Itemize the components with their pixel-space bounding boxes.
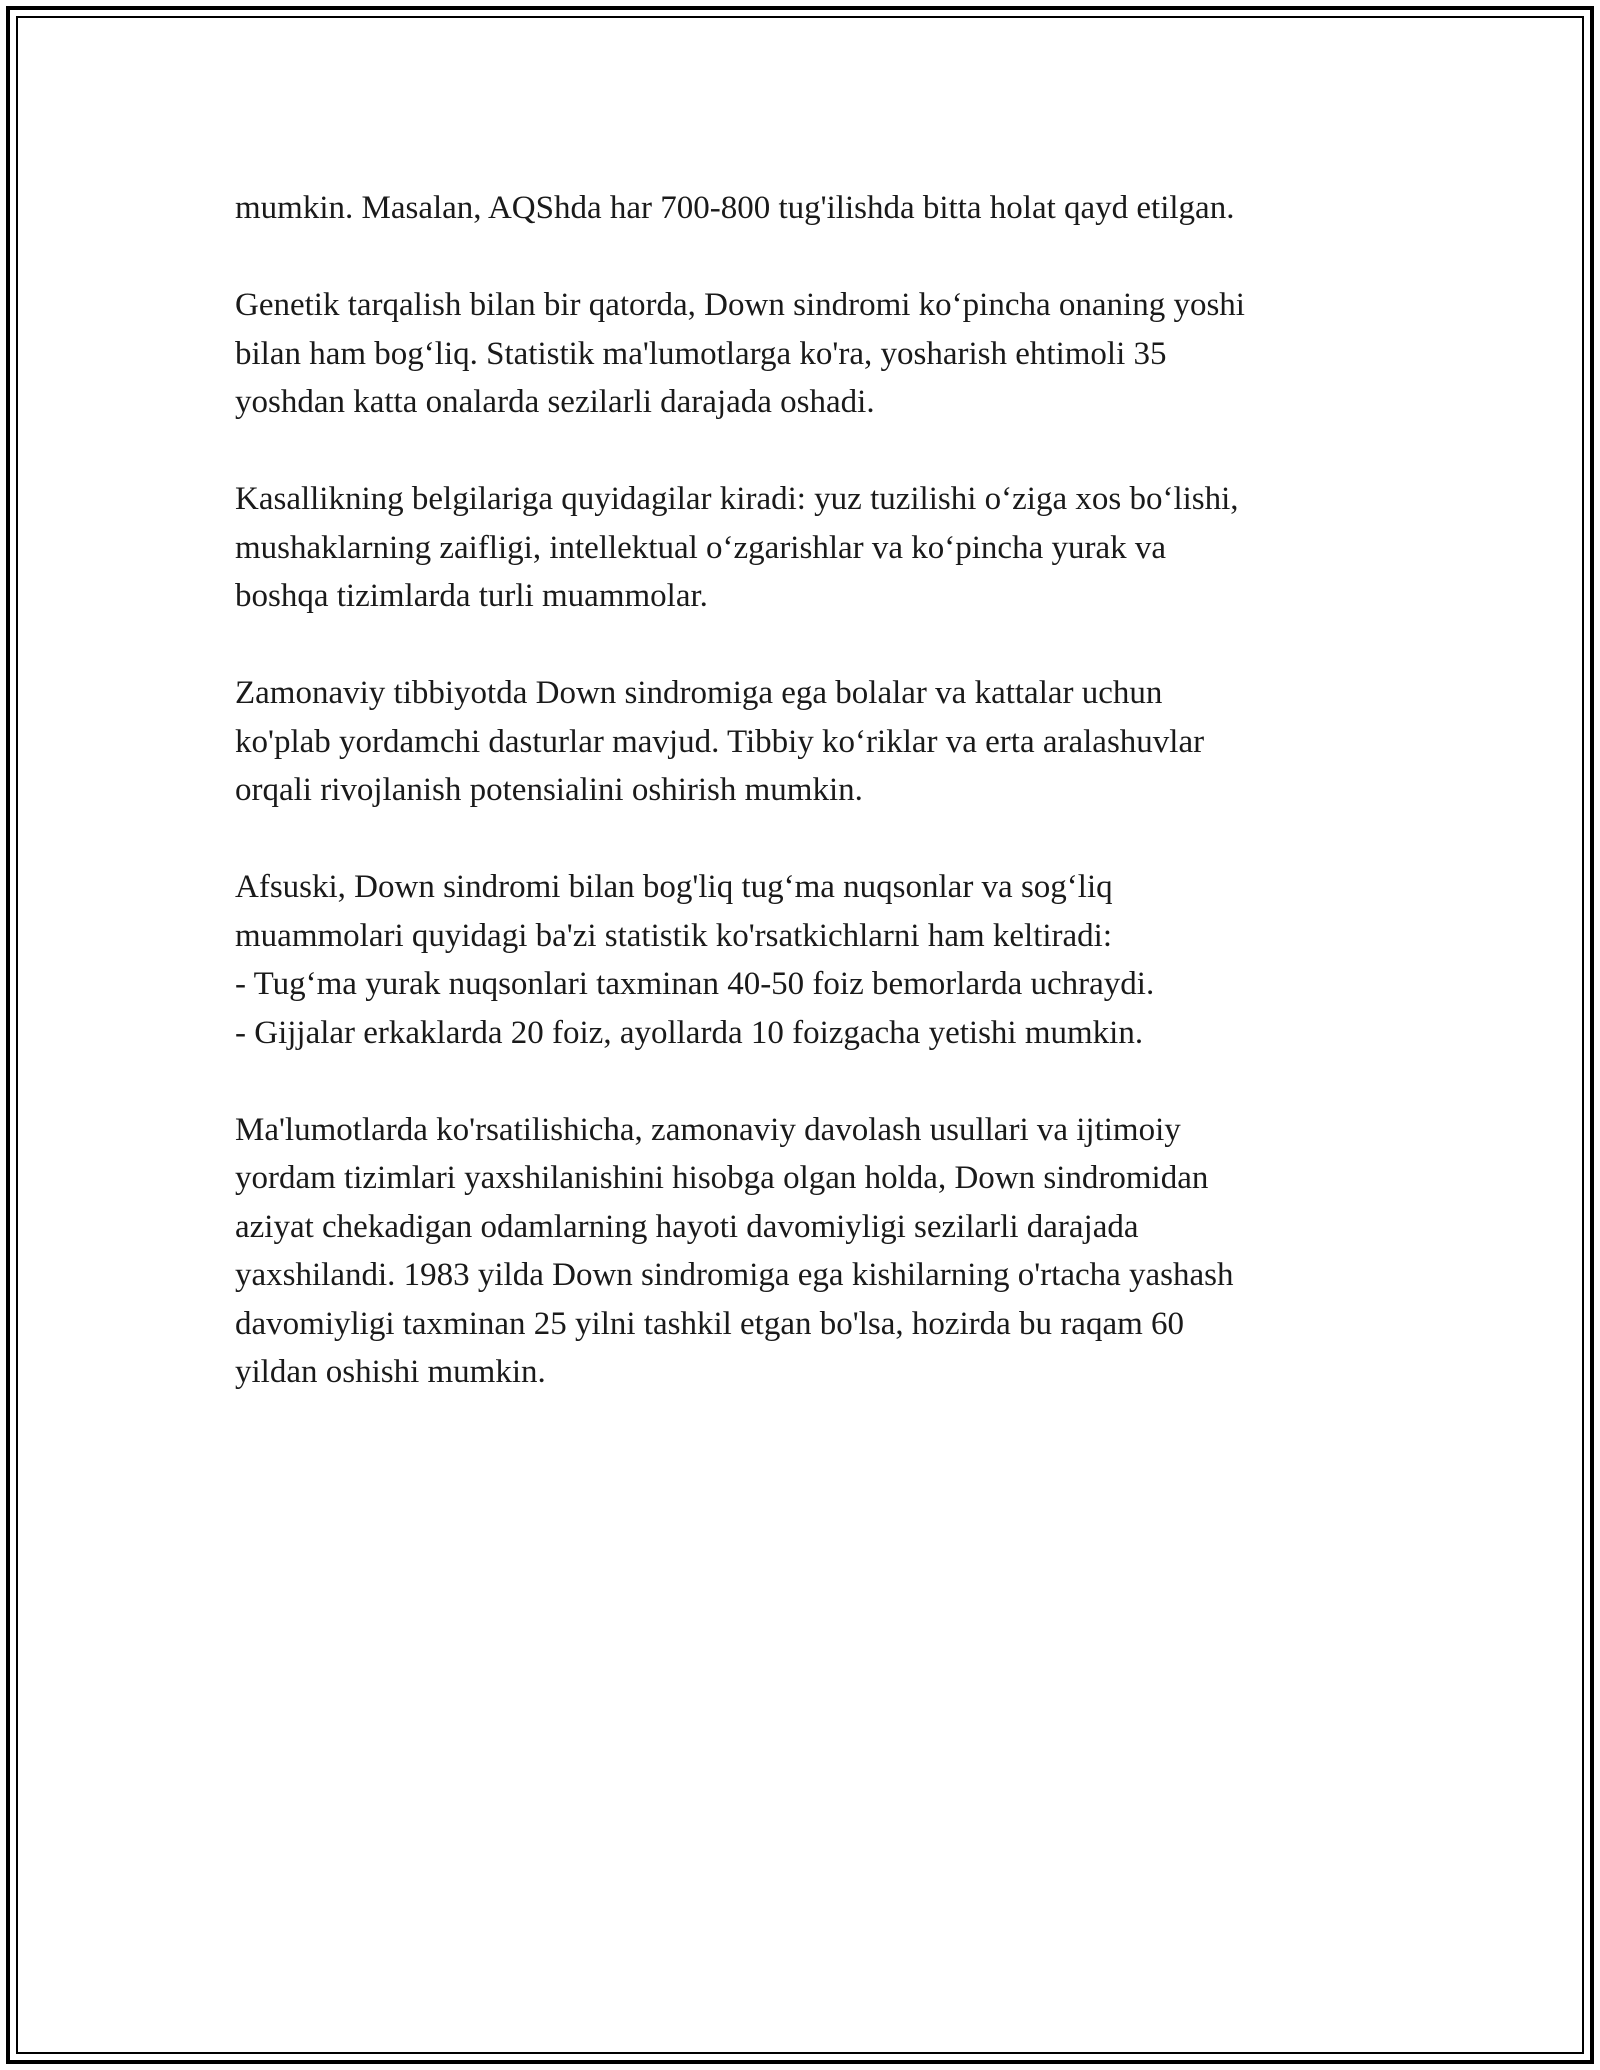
text-line: ko'plab yordamchi dasturlar mavjud. Tibbiy ko‘riklar va erta aralashuvlar: [235, 723, 1205, 760]
text-line: muammolari quyidagi ba'zi statistik ko'rsatkichlarni ham keltiradi:: [235, 917, 1113, 954]
text-line: davomiyligi taxminan 25 yilni tashkil etgan bo'lsa, hozirda bu raqam 60: [235, 1305, 1185, 1342]
text-line: yildan oshishi mumkin.: [235, 1354, 546, 1390]
paragraph-2: [235, 281, 1415, 427]
text-line: yaxshilandi. 1983 yilda Down sindromiga ega kishilarning o'rtacha yashash: [235, 1257, 1234, 1293]
text-line: yoshdan katta onalarda sezilarli darajada oshadi.: [235, 384, 875, 420]
text-line: bilan ham bog‘liq. Statistik ma'lumotlarga ko'ra, yosharish ehtimoli 35: [235, 335, 1167, 372]
text-line: yordam tizimlari yaxshilanishini hisobga olgan holda, Down sindromidan: [235, 1160, 1209, 1196]
text-line: mumkin. Masalan, AQShda har 700-800 tug'ilishda bitta holat qayd etilgan.: [235, 190, 1235, 226]
list-item: - Gijjalar erkaklarda 20 foiz, ayollarda 10 foizgacha yetishi mumkin.: [235, 1014, 1144, 1051]
paragraph-1: [235, 184, 1415, 233]
text-line: Ma'lumotlarda ko'rsatilishicha, zamonaviy davolash usullari va ijtimoiy: [235, 1111, 1181, 1148]
text-line: aziyat chekadigan odamlarning hayoti davomiyligi sezilarli darajada: [235, 1208, 1139, 1245]
paragraph-3: [235, 475, 1415, 621]
paragraph-6: [235, 1106, 1415, 1397]
text-line: Kasallikning belgilariga quyidagilar kiradi: yuz tuzilishi o‘ziga xos bo‘lishi,: [235, 481, 1239, 517]
paragraph-5: [235, 863, 1415, 1057]
paragraph-4: [235, 669, 1415, 815]
text-line: Genetik tarqalish bilan bir qatorda, Down sindromi ko‘pincha onaning yoshi: [235, 287, 1245, 323]
text-line: Afsuski, Down sindromi bilan bog'liq tug‘ma nuqsonlar va sog‘liq: [235, 869, 1113, 905]
text-line: mushaklarning zaifligi, intellektual o‘zgarishlar va ko‘pincha yurak va: [235, 529, 1167, 566]
text-line: Zamonaviy tibbiyotda Down sindromiga ega bolalar va kattalar uchun: [235, 675, 1163, 711]
text-line: boshqa tizimlarda turli muammolar.: [235, 578, 708, 614]
list-item: - Tug‘ma yurak nuqsonlari taxminan 40-50 foiz bemorlarda uchraydi.: [235, 966, 1155, 1002]
document-body: [235, 184, 1415, 1397]
text-line: orqali rivojlanish potensialini oshirish mumkin.: [235, 772, 863, 808]
